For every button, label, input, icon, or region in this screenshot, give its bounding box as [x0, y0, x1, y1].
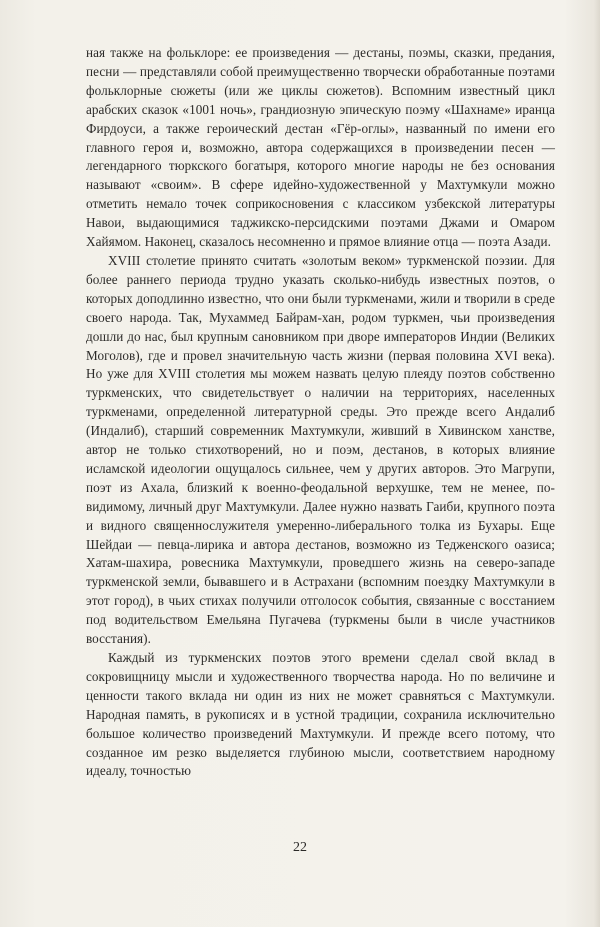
paragraph-continuation: ная также на фольклоре: ее произведения — дестаны, поэмы, сказки, предания, песни — представляли собой преимущественно творчески обработанные поэтами фольклорные сюжеты (или же циклы сюжетов). Вспомним известный цикл арабских сказок «1001 ночь», грандиозную эпическую поэму «Шахнаме» иранца Фирдоуси, а также героический дестан «Гёр-оглы», названный по имени его главного героя и, возможно, автора содержащихся в произведении песен — легендарного тюркского богатыря, которого многие народы не без основания называют «своим». В сфере идейно-художественной у Махтумкули можно отметить немало точек соприкосновения с классиком узбекской литературы Навои, выдающимися таджикско-персидскими поэтами Джами и Омаром Хайямом. Наконец, сказалось несомненно и прямое влияние отца — поэта Азади. [86, 45, 555, 250]
paragraph-contribution: Каждый из туркменских поэтов этого времени сделал свой вклад в сокровищницу мысли и художественного творчества народа. Но по величине и ценности такого вклада ни один из них не может сравняться с Махтумкули. Народная память, в рукописях и в устной традиции, сохранила исключительно большое количество произведений Махтумкули. И прежде всего потому, что созданное им резко выделяется глубиною мысли, соответствием народному идеалу, точностью [86, 650, 555, 779]
page-number: 22 [293, 840, 307, 855]
body-text [86, 44, 555, 781]
paragraph-golden-age: XVIII столетие принято считать «золотым веком» туркменской поэзии. Для более раннего периода трудно указать сколько-нибудь известных поэтов, о которых доподлинно известно, что они были туркменами, жили и творили в среде своего народа. Так, Мухаммед Байрам-хан, родом туркмен, чьи произведения дошли до нас, был крупным сановником при дворе императоров Индии (Великих Моголов), где и провел значительную часть жизни (первая половина XVI века). Но уже для XVIII столетия мы можем назвать целую плеяду поэтов собственно туркменских, что свидетельствует о наличии на территориях, населенных туркменами, определенной литературной среды. Это прежде всего Андалиб (Индалиб), старший современник Махтумкули, живший в Хивинском ханстве, автор не только стихотворений, но и поэм, дестанов, в которых влияние исламской идеологии ощущалось сильнее, чем у других авторов. Это Магрупи, поэт из Ахала, близкий к военно-феодальной верхушке, тем не менее, по-видимому, личный друг Махтумкули. Далее нужно назвать Гаиби, крупного поэта и видного священнослужителя умеренно-либерального толка из Бухары. Еще Шейдаи — певца-лирика и автора дестанов, возможно из Тедженского оазиса; Хатам-шахира, ровесника Махтумкули, проведшего жизнь на северо-западе туркменской земли, бывавшего и в Астрахани (вспомним поездку Махтумкули в этот город), в чьих стихах получили отголосок события, связанные с восстанием под водительством Емельяна Пугачева (туркмены были в числе участников восстания). [86, 252, 555, 647]
page-edge [594, 0, 600, 927]
